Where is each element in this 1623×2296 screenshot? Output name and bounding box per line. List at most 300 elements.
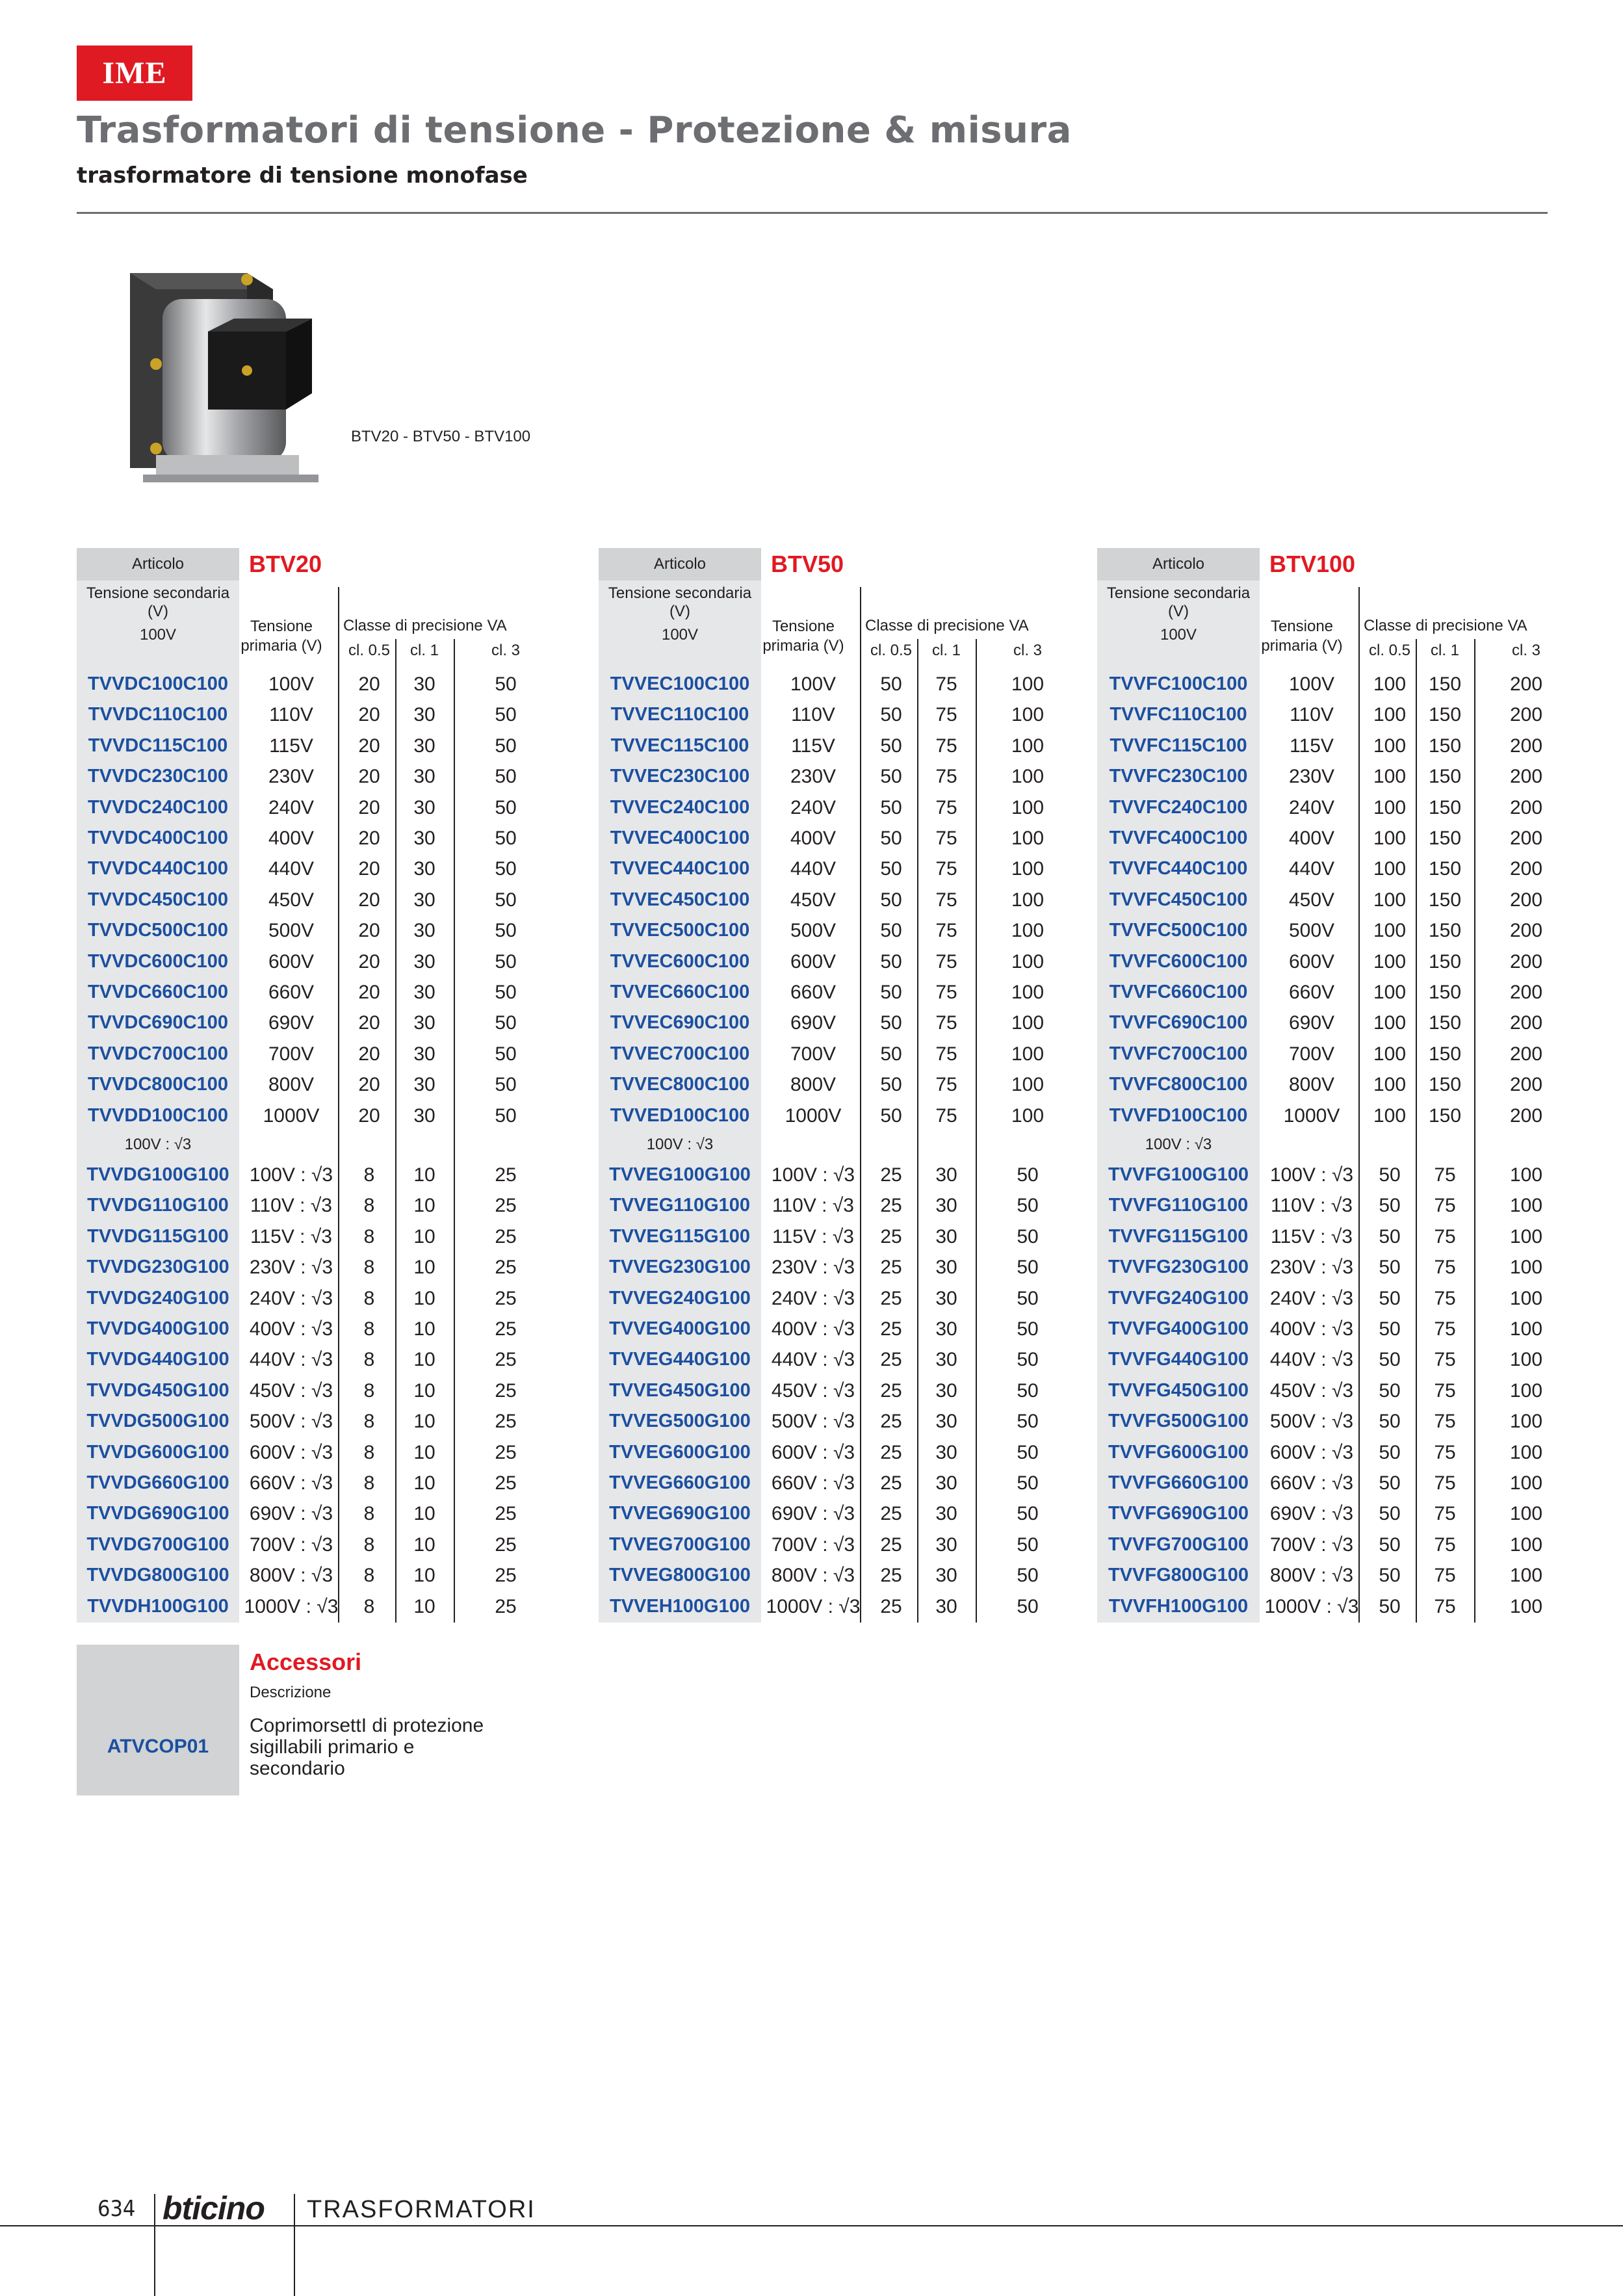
table-row <box>599 731 1080 762</box>
table-row <box>599 1468 1080 1499</box>
cell-value: 50 <box>495 1012 517 1034</box>
cell-value: 110V <box>1290 704 1334 726</box>
cell-value: 10 <box>413 1287 435 1309</box>
cell-value: 20 <box>358 673 380 695</box>
cell-value: 400V : √3 <box>249 1318 333 1340</box>
secondary-voltage-group2: 100V : √3 <box>124 1136 192 1153</box>
cell-value: 30 <box>935 1379 957 1402</box>
cell-value: 25 <box>880 1533 902 1556</box>
article-code: TVVFC690C100 <box>1109 1012 1248 1034</box>
cell-value: 50 <box>1017 1257 1039 1279</box>
secondary-voltage-group1: 100V <box>1160 626 1197 644</box>
cell-value: 100 <box>1011 796 1045 818</box>
cell-value: 200 <box>1509 920 1543 942</box>
cell-value: 100V : √3 <box>249 1164 333 1186</box>
cell-value: 100 <box>1509 1503 1543 1525</box>
cell-value: 200 <box>1509 673 1543 695</box>
description-label: Descrizione <box>250 1684 331 1701</box>
cell-value: 50 <box>495 735 517 757</box>
cell-value: 25 <box>495 1595 517 1617</box>
cell-value: 10 <box>413 1318 435 1340</box>
cell-value: 50 <box>880 982 902 1003</box>
cell-value: 100 <box>1509 1257 1543 1279</box>
cell-value: 75 <box>1434 1257 1456 1279</box>
cell-value: 25 <box>880 1318 902 1340</box>
cell-value: 30 <box>413 1043 435 1065</box>
table-row <box>599 793 1080 824</box>
cell-value: 100 <box>1509 1441 1543 1463</box>
cell-value: 25 <box>880 1595 902 1617</box>
article-code: TVVEH100G100 <box>609 1595 750 1617</box>
table-row <box>599 1253 1080 1283</box>
cell-value: 240V <box>1288 796 1335 818</box>
table-row <box>77 793 558 824</box>
cell-value: 50 <box>880 1074 902 1096</box>
article-code: TVVEC660C100 <box>610 982 750 1002</box>
table-row <box>599 916 1080 946</box>
table-row <box>1097 670 1578 700</box>
cell-value: 30 <box>935 1225 957 1247</box>
cell-value: 25 <box>880 1379 902 1402</box>
article-code: TVVFC115C100 <box>1110 735 1247 756</box>
cell-value: 50 <box>1017 1595 1039 1617</box>
cell-value: 50 <box>1017 1472 1039 1494</box>
cell-value: 50 <box>495 950 517 972</box>
cell-value: 75 <box>935 858 957 880</box>
cell-value: 690V : √3 <box>1269 1503 1354 1525</box>
cell-value: 150 <box>1428 1104 1462 1127</box>
article-code: TVVDG240G100 <box>86 1287 229 1309</box>
cell-value: 440V : √3 <box>249 1349 333 1371</box>
article-code: TVVFC600C100 <box>1109 950 1248 972</box>
cell-value: 50 <box>880 950 902 972</box>
cell-value: 8 <box>363 1379 375 1402</box>
cell-value: 700V : √3 <box>249 1533 333 1556</box>
cell-value: 150 <box>1428 766 1462 788</box>
cell-value: 100 <box>1373 735 1407 757</box>
cell-value: 150 <box>1428 1074 1462 1096</box>
article-code: TVVDD100C100 <box>88 1104 228 1126</box>
cell-value: 200 <box>1509 982 1543 1003</box>
cell-value: 8 <box>363 1287 375 1309</box>
precision-class-label: cl. 0.5 <box>348 642 391 659</box>
cell-value: 50 <box>1379 1164 1401 1186</box>
cell-value: 25 <box>495 1287 517 1309</box>
cell-value: 10 <box>413 1411 435 1433</box>
table-row <box>77 1314 558 1345</box>
cell-value: 100 <box>1011 1043 1045 1065</box>
cell-value: 100 <box>1509 1225 1543 1247</box>
cell-value: 50 <box>495 1104 517 1127</box>
article-code: TVVFG660G100 <box>1108 1472 1249 1493</box>
cell-value: 8 <box>363 1164 375 1186</box>
cell-value: 440V : √3 <box>1269 1349 1354 1371</box>
precision-class-label: cl. 1 <box>409 642 439 659</box>
cell-value: 30 <box>413 920 435 942</box>
cell-value: 150 <box>1428 858 1462 880</box>
article-code: TVVFC800C100 <box>1109 1074 1248 1095</box>
table-row <box>599 1222 1080 1253</box>
cell-value: 20 <box>358 828 380 849</box>
table-row <box>599 1039 1080 1070</box>
primary-voltage-header: Tensione primaria (V) <box>762 618 844 655</box>
cell-value: 100 <box>1509 1411 1543 1433</box>
article-code: TVVEC450C100 <box>610 889 750 910</box>
cell-value: 660V : √3 <box>249 1472 333 1494</box>
cell-value: 20 <box>358 1104 380 1127</box>
table-row <box>599 1008 1080 1039</box>
cell-value: 230V <box>268 766 315 788</box>
cell-value: 10 <box>413 1441 435 1463</box>
cell-value: 20 <box>358 735 380 757</box>
cell-value: 50 <box>1379 1195 1401 1217</box>
cell-value: 20 <box>358 704 380 726</box>
cell-value: 75 <box>935 1012 957 1034</box>
cell-value: 50 <box>880 889 902 911</box>
cell-value: 75 <box>935 1074 957 1096</box>
article-code: TVVDC450C100 <box>88 889 228 910</box>
cell-value: 75 <box>935 920 957 942</box>
cell-value: 10 <box>413 1472 435 1494</box>
table-row <box>1097 854 1578 885</box>
cell-value: 115V : √3 <box>250 1225 332 1247</box>
accessory-description: CoprimorsettI di protezione sigillabili primario e secondario <box>250 1715 484 1779</box>
series-title: BTV20 <box>249 551 322 577</box>
article-code: TVVEC230C100 <box>610 766 750 787</box>
table-row <box>77 1284 558 1314</box>
secondary-voltage-group2: 100V : √3 <box>1145 1136 1212 1153</box>
cell-value: 8 <box>363 1411 375 1433</box>
cell-value: 50 <box>1379 1287 1401 1309</box>
cell-value: 600V <box>268 950 315 972</box>
cell-value: 75 <box>935 673 957 695</box>
table-row <box>77 1222 558 1253</box>
article-code: TVVFG450G100 <box>1108 1379 1249 1401</box>
cell-value: 75 <box>1434 1533 1456 1556</box>
table-row <box>1097 1253 1578 1283</box>
article-code: TVVEC240C100 <box>610 796 750 818</box>
table-row <box>1097 947 1578 978</box>
article-code: TVVDC660C100 <box>88 982 228 1002</box>
cell-value: 660V : √3 <box>771 1472 855 1494</box>
article-code: TVVDG230G100 <box>86 1257 229 1278</box>
cell-value: 500V <box>268 920 315 942</box>
table-row <box>77 1530 558 1561</box>
cell-value: 1000V : √3 <box>1264 1595 1359 1617</box>
table-row <box>1097 762 1578 792</box>
cell-value: 440V <box>1288 858 1335 880</box>
cell-value: 75 <box>935 950 957 972</box>
cell-value: 150 <box>1428 889 1462 911</box>
article-code: TVVEG450G100 <box>609 1379 751 1401</box>
cell-value: 50 <box>495 982 517 1003</box>
article-code: TVVEC690C100 <box>610 1012 750 1034</box>
cell-value: 100 <box>1011 704 1045 726</box>
cell-value: 50 <box>1379 1257 1401 1279</box>
article-code: TVVDG800G100 <box>86 1565 229 1586</box>
cell-value: 30 <box>413 1012 435 1034</box>
cell-value: 50 <box>880 1012 902 1034</box>
cell-value: 150 <box>1428 920 1462 942</box>
cell-value: 50 <box>1379 1225 1401 1247</box>
cell-value: 500V : √3 <box>249 1411 333 1433</box>
cell-value: 50 <box>880 920 902 942</box>
table-row <box>77 1499 558 1530</box>
table-row <box>1097 1561 1578 1591</box>
cell-value: 25 <box>495 1318 517 1340</box>
secondary-voltage-header: Tensione secondaria (V) <box>86 584 230 620</box>
table-row <box>1097 1284 1578 1314</box>
cell-value: 200 <box>1509 950 1543 972</box>
article-code: TVVDG400G100 <box>86 1318 229 1339</box>
article-code: TVVFG690G100 <box>1108 1503 1249 1524</box>
cell-value: 690V : √3 <box>249 1503 333 1525</box>
cell-value: 100 <box>1373 766 1407 788</box>
cell-value: 20 <box>358 796 380 818</box>
bticino-logo: bticino <box>162 2190 265 2226</box>
cell-value: 75 <box>935 1043 957 1065</box>
table-row <box>77 916 558 946</box>
cell-value: 30 <box>935 1349 957 1371</box>
cell-value: 100 <box>1011 982 1045 1003</box>
article-code: TVVDG660G100 <box>86 1472 229 1493</box>
cell-value: 600V : √3 <box>249 1441 333 1463</box>
precision-class-label: cl. 1 <box>931 642 961 659</box>
cell-value: 100 <box>1373 950 1407 972</box>
article-code: TVVFC700C100 <box>1109 1043 1248 1064</box>
table-row <box>1097 916 1578 946</box>
article-code: TVVDG450G100 <box>86 1379 229 1401</box>
article-code: TVVFG230G100 <box>1108 1257 1249 1278</box>
cell-value: 50 <box>1017 1318 1039 1340</box>
precision-class-label: cl. 1 <box>1430 642 1459 659</box>
footer-divider <box>154 2194 155 2296</box>
article-code: TVVFC240C100 <box>1109 796 1248 818</box>
article-code: TVVEC700C100 <box>610 1043 750 1064</box>
cell-value: 100V : √3 <box>771 1164 855 1186</box>
article-code: TVVFC660C100 <box>1109 982 1248 1002</box>
cell-value: 150 <box>1428 704 1462 726</box>
cell-value: 20 <box>358 766 380 788</box>
table-row <box>77 947 558 978</box>
cell-value: 100 <box>1373 1074 1407 1096</box>
cell-value: 450V <box>268 889 315 911</box>
cell-value: 50 <box>495 858 517 880</box>
cell-value: 25 <box>495 1472 517 1494</box>
table-row <box>77 1407 558 1437</box>
cell-value: 800V : √3 <box>771 1565 855 1587</box>
cell-value: 25 <box>495 1349 517 1371</box>
article-code: TVVFC500C100 <box>1109 920 1248 941</box>
page-number: 634 <box>97 2196 136 2222</box>
cell-value: 660V <box>1288 982 1335 1003</box>
cell-value: 100V <box>268 673 315 695</box>
cell-value: 115V : √3 <box>1271 1225 1353 1247</box>
cell-value: 100 <box>1509 1472 1543 1494</box>
page-title: Trasformatori di tensione - Protezione & misura <box>77 109 1072 151</box>
cell-value: 50 <box>880 858 902 880</box>
cell-value: 30 <box>935 1411 957 1433</box>
cell-value: 75 <box>1434 1411 1456 1433</box>
cell-value: 200 <box>1509 1012 1543 1034</box>
article-code: TVVFG500G100 <box>1108 1411 1249 1432</box>
table-row <box>1097 1160 1578 1191</box>
table-row <box>599 1530 1080 1561</box>
transformer-photo <box>117 260 351 494</box>
cell-value: 30 <box>935 1595 957 1617</box>
article-code: TVVEG400G100 <box>609 1318 751 1339</box>
table-row <box>77 700 558 731</box>
table-row <box>1097 1468 1578 1499</box>
cell-value: 30 <box>935 1318 957 1340</box>
cell-value: 100 <box>1509 1565 1543 1587</box>
cell-value: 150 <box>1428 1043 1462 1065</box>
cell-value: 800V : √3 <box>1269 1565 1354 1587</box>
cell-value: 25 <box>880 1472 902 1494</box>
table-row <box>77 762 558 792</box>
table-row <box>77 1592 558 1623</box>
article-code: TVVFG100G100 <box>1108 1164 1249 1185</box>
cell-value: 110V : √3 <box>1271 1195 1353 1217</box>
cell-value: 200 <box>1509 1104 1543 1127</box>
cell-value: 800V <box>268 1074 315 1096</box>
cell-value: 660V <box>268 982 315 1003</box>
cell-value: 100 <box>1011 1012 1045 1034</box>
accessories-code-cell <box>77 1645 239 1795</box>
cell-value: 30 <box>413 766 435 788</box>
cell-value: 20 <box>358 950 380 972</box>
cell-value: 50 <box>1379 1349 1401 1371</box>
cell-value: 25 <box>495 1533 517 1556</box>
cell-value: 8 <box>363 1565 375 1587</box>
article-code: TVVEG690G100 <box>609 1503 751 1524</box>
article-code: TVVDG100G100 <box>86 1164 229 1185</box>
cell-value: 8 <box>363 1503 375 1525</box>
cell-value: 100 <box>1011 920 1045 942</box>
cell-value: 50 <box>1379 1565 1401 1587</box>
table-row <box>77 670 558 700</box>
cell-value: 50 <box>495 704 517 726</box>
cell-value: 100 <box>1011 673 1045 695</box>
article-code: TVVEC600C100 <box>610 950 750 972</box>
article-code: TVVFG800G100 <box>1108 1565 1249 1586</box>
cell-value: 690V <box>268 1012 315 1034</box>
table-row <box>599 1284 1080 1314</box>
cell-value: 25 <box>880 1441 902 1463</box>
photo-caption: BTV20 - BTV50 - BTV100 <box>351 428 531 445</box>
cell-value: 150 <box>1428 950 1462 972</box>
cell-value: 100 <box>1373 828 1407 849</box>
article-code: TVVDC500C100 <box>88 920 228 941</box>
cell-value: 1000V <box>1283 1104 1340 1127</box>
article-code: TVVFC450C100 <box>1109 889 1248 910</box>
cell-value: 30 <box>413 982 435 1003</box>
cell-value: 75 <box>1434 1379 1456 1402</box>
article-code: TVVDC440C100 <box>88 858 228 880</box>
table-row <box>599 1160 1080 1191</box>
table-row <box>599 1191 1080 1221</box>
article-code: TVVFG115G100 <box>1108 1225 1249 1247</box>
precision-class-header: Classe di precisione VA <box>343 617 507 634</box>
cell-value: 50 <box>1379 1595 1401 1617</box>
cell-value: 25 <box>880 1257 902 1279</box>
cell-value: 500V : √3 <box>771 1411 855 1433</box>
cell-value: 10 <box>413 1595 435 1617</box>
cell-value: 100 <box>1509 1379 1543 1402</box>
cell-value: 500V : √3 <box>1269 1411 1354 1433</box>
article-code: TVVDC700C100 <box>88 1043 228 1064</box>
cell-value: 400V <box>790 828 837 849</box>
cell-value: 20 <box>358 1043 380 1065</box>
cell-value: 100V <box>790 673 837 695</box>
articolo-header: Articolo <box>1097 548 1260 581</box>
table-row <box>1097 824 1578 854</box>
table-row <box>77 1101 558 1132</box>
precision-class-label: cl. 3 <box>1013 642 1042 659</box>
article-code: TVVEG110G100 <box>609 1195 751 1216</box>
article-code: TVVED100C100 <box>610 1104 750 1126</box>
cell-value: 700V <box>268 1043 315 1065</box>
article-code: TVVFD100C100 <box>1109 1104 1248 1126</box>
cell-value: 50 <box>1379 1411 1401 1433</box>
cell-value: 50 <box>880 735 902 757</box>
cell-value: 450V <box>790 889 837 911</box>
table-row <box>1097 1499 1578 1530</box>
article-code: TVVEG500G100 <box>609 1411 751 1432</box>
cell-value: 100 <box>1373 982 1407 1003</box>
cell-value: 30 <box>413 735 435 757</box>
cell-value: 50 <box>880 828 902 849</box>
table-row <box>599 1438 1080 1468</box>
cell-value: 30 <box>935 1287 957 1309</box>
table-row <box>1097 1222 1578 1253</box>
table-row <box>77 1191 558 1221</box>
cell-value: 25 <box>880 1164 902 1186</box>
cell-value: 50 <box>880 1104 902 1127</box>
cell-value: 30 <box>413 673 435 695</box>
cell-value: 30 <box>935 1503 957 1525</box>
article-code: TVVEC440C100 <box>610 858 750 880</box>
table-row <box>77 1438 558 1468</box>
table-row <box>1097 978 1578 1008</box>
cell-value: 200 <box>1509 828 1543 849</box>
table-row <box>1097 1039 1578 1070</box>
cell-value: 30 <box>413 1074 435 1096</box>
cell-value: 30 <box>413 858 435 880</box>
articolo-header: Articolo <box>599 548 761 581</box>
cell-value: 75 <box>1434 1287 1456 1309</box>
cell-value: 25 <box>880 1565 902 1587</box>
article-code: TVVFC440C100 <box>1109 858 1248 880</box>
cell-value: 690V <box>1288 1012 1335 1034</box>
cell-value: 50 <box>1017 1411 1039 1433</box>
cell-value: 50 <box>1017 1164 1039 1186</box>
cell-value: 1000V <box>263 1104 320 1127</box>
cell-value: 50 <box>1379 1503 1401 1525</box>
cell-value: 100 <box>1373 796 1407 818</box>
cell-value: 200 <box>1509 858 1543 880</box>
cell-value: 50 <box>880 704 902 726</box>
cell-value: 50 <box>495 796 517 818</box>
table-row <box>599 947 1080 978</box>
page-subtitle: trasformatore di tensione monofase <box>77 163 528 189</box>
cell-value: 50 <box>495 889 517 911</box>
article-code: TVVEG700G100 <box>609 1533 751 1555</box>
cell-value: 75 <box>935 982 957 1003</box>
table-row <box>1097 885 1578 916</box>
cell-value: 660V : √3 <box>1269 1472 1354 1494</box>
header-rule <box>77 212 1548 214</box>
